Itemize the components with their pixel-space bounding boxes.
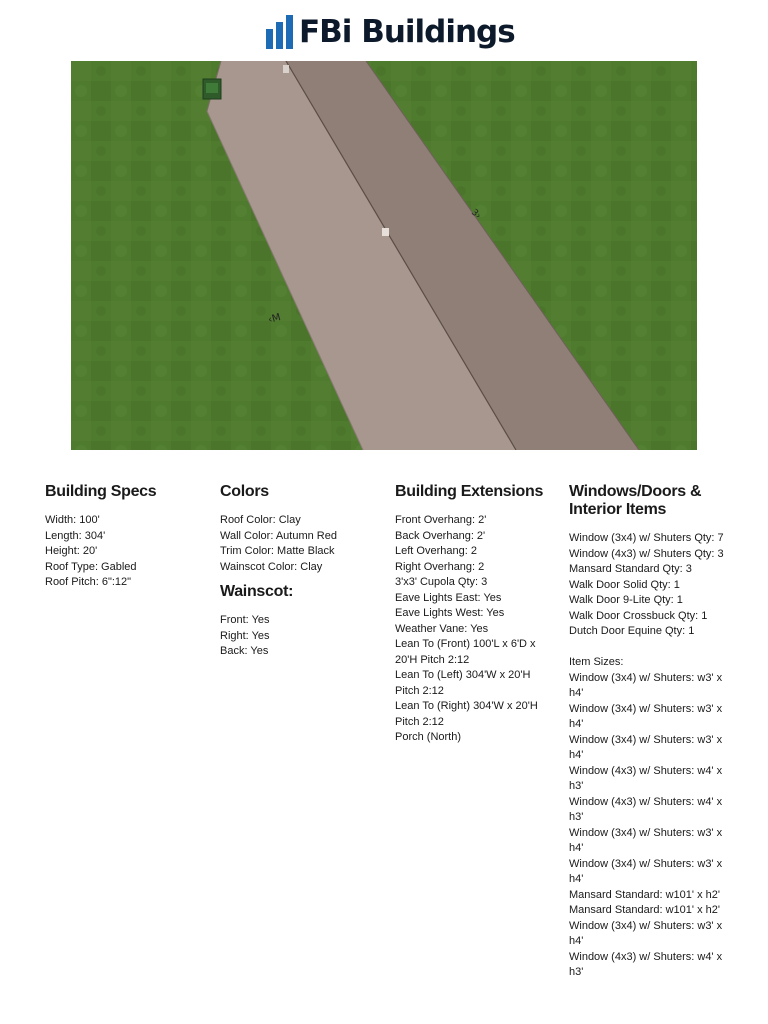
list-item: Height: 20'	[45, 545, 98, 557]
windows-doors-title: Windows/Doors & Interior Items	[569, 483, 702, 518]
list-item: Width: 100'	[45, 514, 100, 526]
list-item: Roof Pitch: 6":12"	[45, 576, 132, 588]
logo-bars-icon	[266, 15, 293, 49]
item-sizes-label: Item Sizes:	[569, 656, 624, 668]
list-item: Window (3x4) w/ Shuters Qty: 7	[569, 532, 724, 544]
building-render[interactable]	[71, 61, 697, 450]
list-item: Left Overhang: 2	[395, 545, 477, 557]
colors-list	[220, 513, 385, 575]
list-item: Dutch Door Equine Qty: 1	[569, 625, 695, 637]
colors-section	[220, 483, 385, 660]
list-item: Lean To (Left) 304'W x 20'H Pitch 2:12	[395, 669, 531, 697]
list-item: Window (3x4) w/ Shuters: w3' x h4'	[569, 671, 723, 699]
list-item: Wall Color: Autumn Red	[220, 529, 337, 542]
brand-logo[interactable]	[266, 10, 515, 54]
colors-title: Colors	[220, 483, 269, 500]
wainscot-list	[220, 613, 385, 660]
list-item: Porch (North)	[395, 731, 462, 743]
list-item: Eave Lights West: Yes	[395, 607, 505, 619]
building-specs-list	[45, 513, 205, 591]
list-item: Mansard Standard Qty: 3	[569, 563, 692, 575]
list-item: Lean To (Right) 304'W x 20'H Pitch 2:12	[395, 700, 538, 728]
list-item: Window (4x3) w/ Shuters: w4' x h3'	[569, 950, 723, 978]
list-item: Roof Color: Clay	[220, 514, 301, 526]
list-item: Weather Vane: Yes	[395, 622, 489, 635]
list-item: Roof Type: Gabled	[45, 560, 137, 573]
list-item: Mansard Standard: w101' x h2'	[569, 904, 720, 916]
list-item: Back: Yes	[220, 645, 269, 657]
building-specs-title: Building Specs	[45, 483, 157, 500]
list-item: Mansard Standard: w101' x h2'	[569, 888, 720, 901]
item-sizes-list	[569, 671, 729, 981]
list-item: Walk Door Crossbuck Qty: 1	[569, 609, 708, 622]
list-item: Window (4x3) w/ Shuters: w4' x h3'	[569, 764, 723, 792]
windows-doors-section	[569, 483, 729, 981]
list-item: Right: Yes	[220, 629, 270, 642]
list-item: Wainscot Color: Clay	[220, 560, 323, 573]
windows-doors-list	[569, 531, 729, 640]
building-extensions-section	[395, 483, 555, 746]
list-item: Walk Door 9-Lite Qty: 1	[569, 594, 683, 606]
wainscot-title: Wainscot:	[220, 583, 294, 600]
list-item: Back Overhang: 2'	[395, 529, 486, 542]
list-item: Length: 304'	[45, 529, 106, 542]
building-extensions-title: Building Extensions	[395, 483, 544, 500]
list-item: Walk Door Solid Qty: 1	[569, 578, 680, 591]
list-item: 3'x3' Cupola Qty: 3	[395, 576, 488, 588]
list-item: Window (4x3) w/ Shuters: w4' x h3'	[569, 795, 723, 823]
svg-text:‹M: ‹M	[266, 312, 282, 326]
svg-text:3›: 3›	[469, 207, 483, 222]
list-item: Window (3x4) w/ Shuters: w3' x h4'	[569, 919, 723, 947]
building-render-image	[71, 61, 697, 450]
building-extensions-list	[395, 513, 555, 746]
list-item: Front Overhang: 2'	[395, 514, 487, 526]
list-item: Front: Yes	[220, 614, 270, 626]
list-item: Window (3x4) w/ Shuters: w3' x h4'	[569, 702, 723, 730]
list-item: Window (3x4) w/ Shuters: w3' x h4'	[569, 857, 723, 885]
list-item: Right Overhang: 2	[395, 560, 485, 573]
list-item: Lean To (Front) 100'L x 6'D x 20'H Pitch 2:12	[395, 638, 536, 666]
brand-name: FBi Buildings	[299, 14, 515, 50]
building-specs-section	[45, 483, 205, 591]
list-item: Eave Lights East: Yes	[395, 591, 502, 604]
list-item: Window (3x4) w/ Shuters: w3' x h4'	[569, 826, 723, 854]
list-item: Trim Color: Matte Black	[220, 545, 335, 557]
list-item: Window (4x3) w/ Shuters Qty: 3	[569, 547, 724, 560]
list-item: Window (3x4) w/ Shuters: w3' x h4'	[569, 733, 723, 761]
